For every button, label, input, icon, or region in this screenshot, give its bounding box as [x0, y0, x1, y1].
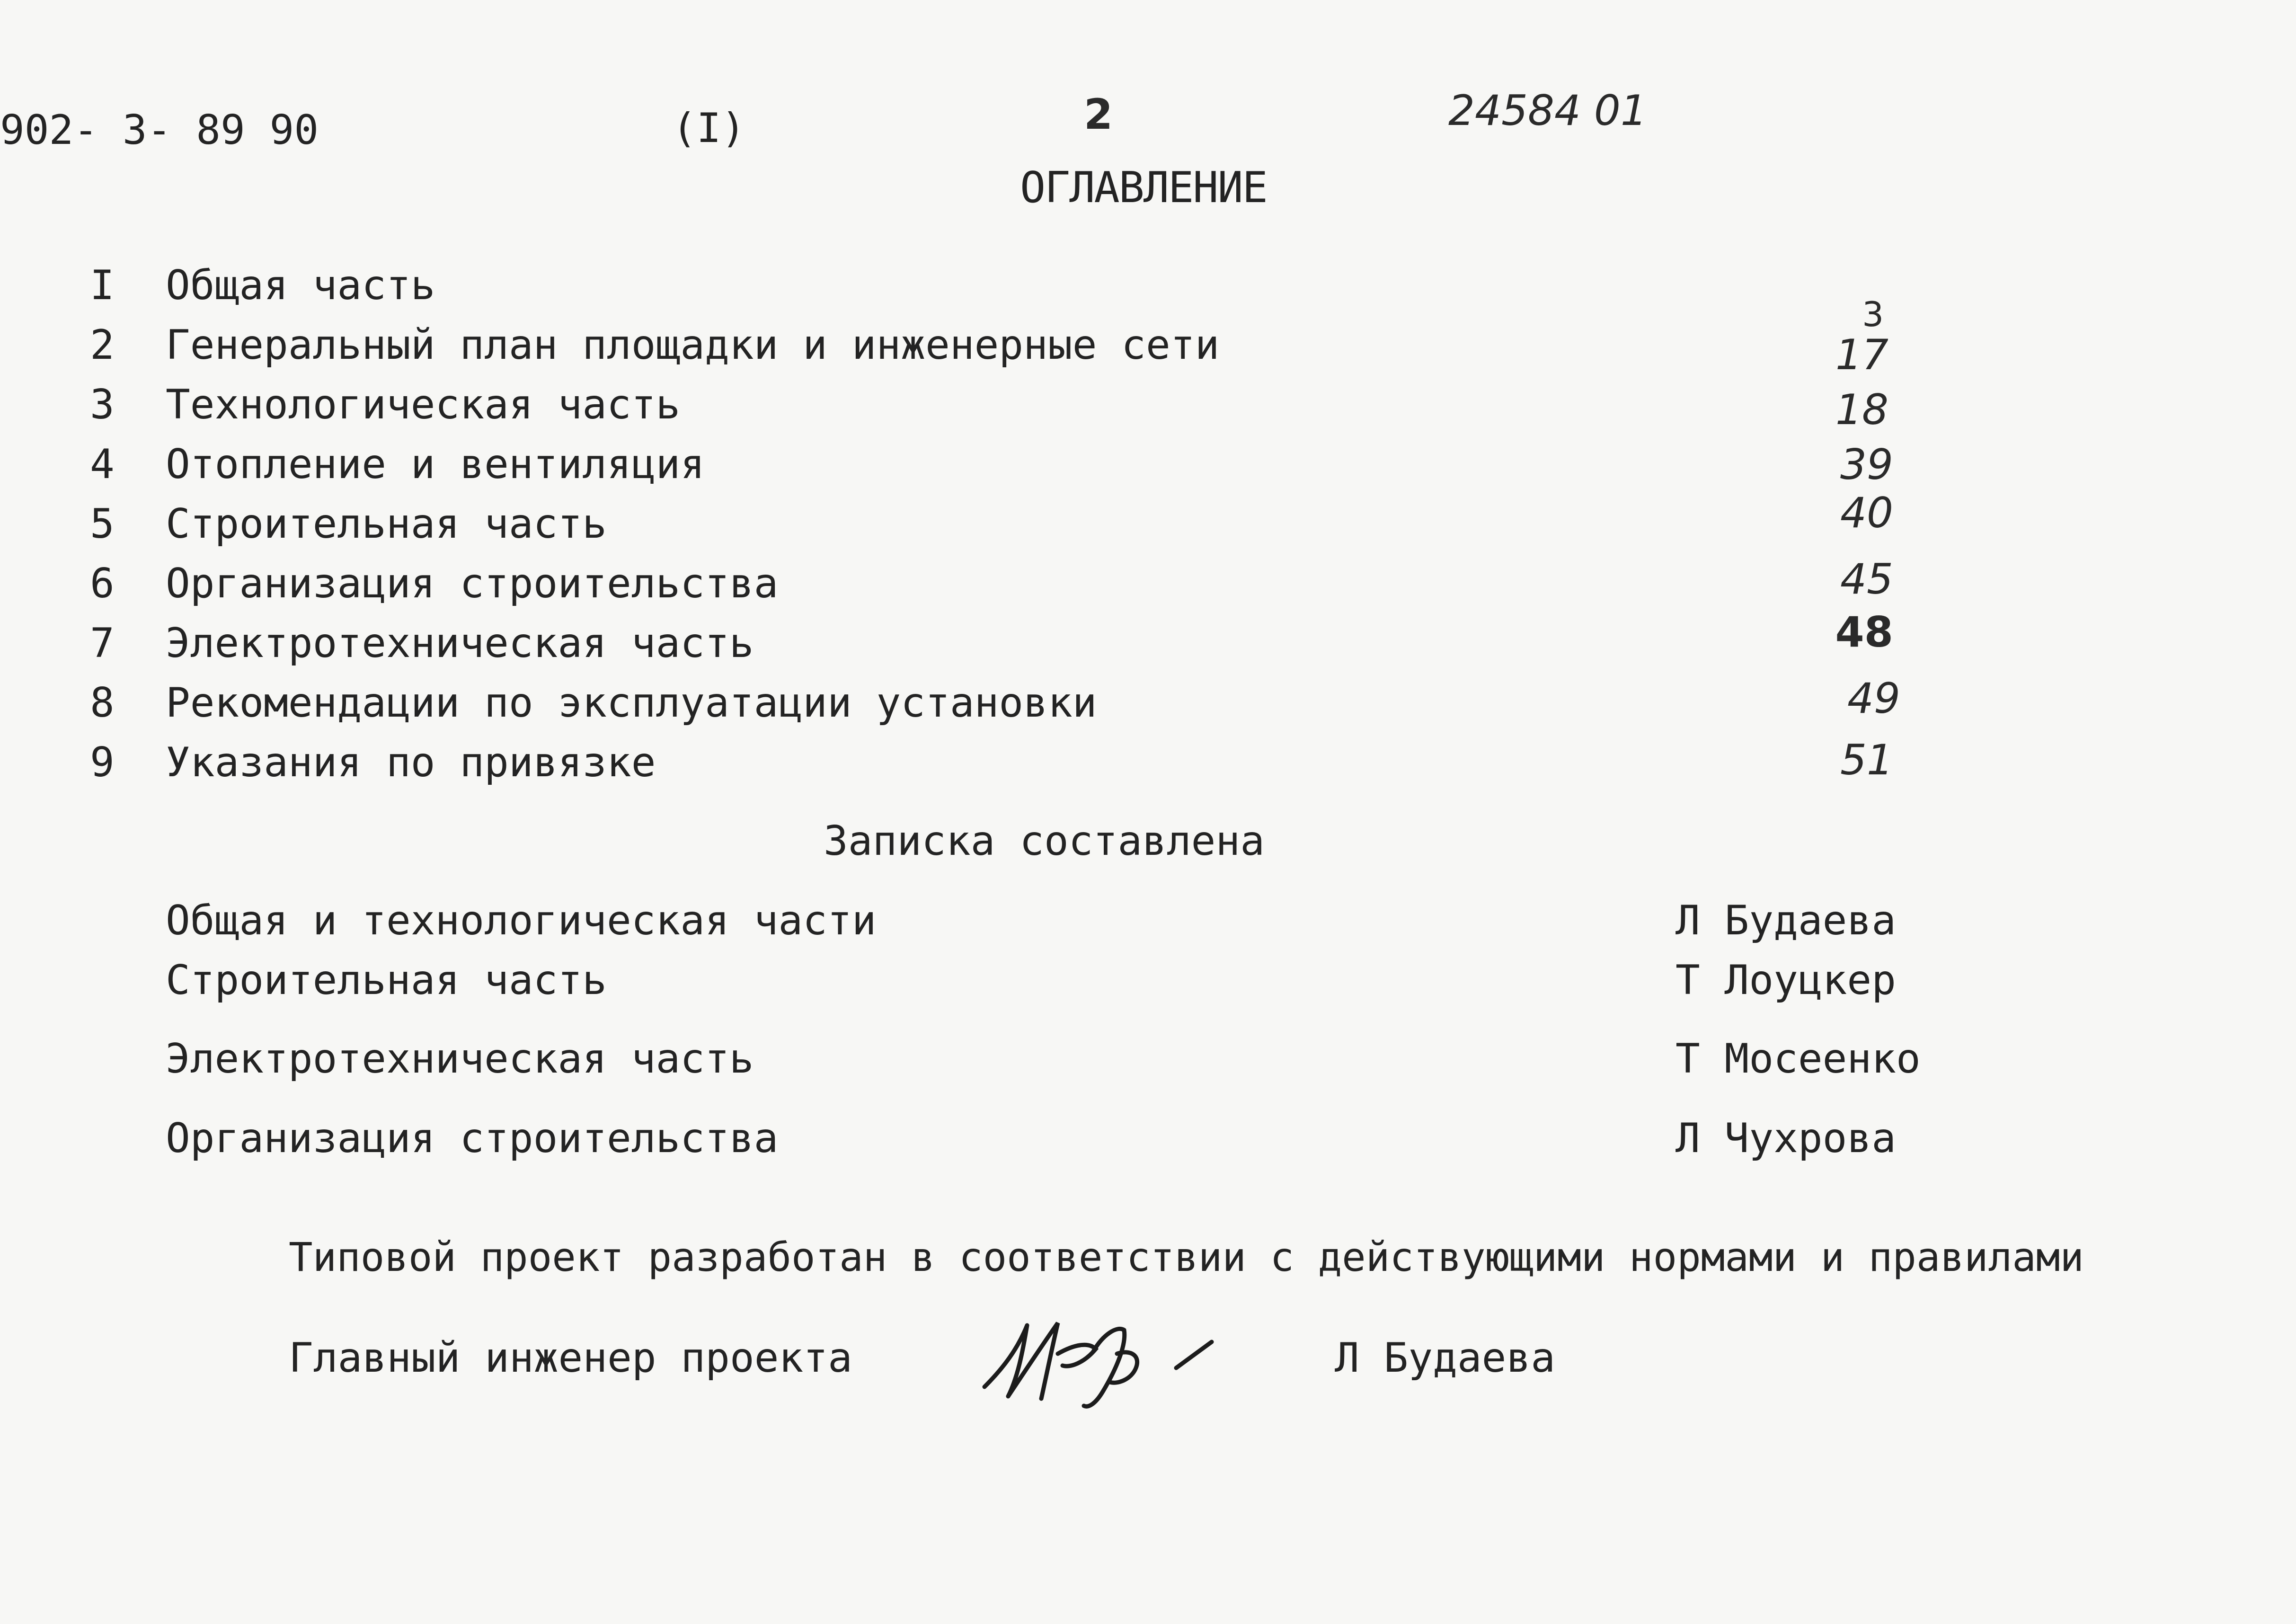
compiled-author: Л Чухрова — [1675, 1115, 1896, 1162]
toc-page: 18 — [1835, 385, 1888, 434]
approval-name: Л Будаева — [1335, 1334, 1555, 1382]
toc-text: Отопление и вентиляция — [166, 441, 705, 488]
toc-text: Общая часть — [166, 262, 435, 309]
toc-page: 45 — [1840, 555, 1893, 603]
toc-text: Технологическая часть — [166, 381, 681, 428]
toc-page: 48 — [1835, 608, 1893, 657]
toc-page: 17 — [1835, 330, 1888, 379]
signature — [975, 1297, 1231, 1415]
page-number: 2 — [1084, 90, 1113, 139]
toc-text: Электротехническая часть — [166, 620, 754, 667]
project-code: 902- 3- 89 90 — [0, 106, 319, 154]
toc-num: I — [90, 262, 115, 309]
compiled-section: Строительная часть — [166, 957, 607, 1004]
toc-text: Организация строительства — [166, 560, 779, 607]
toc-num: 9 — [90, 739, 115, 786]
compiled-section: Общая и технологическая части — [166, 897, 877, 944]
compliance-statement: Типовой проект разработан в соответствии с действующими нормами и правилами — [289, 1234, 2084, 1280]
toc-page: 3 — [1862, 294, 1884, 334]
compiled-author: Т Мосеенко — [1675, 1035, 1921, 1083]
toc-num: 4 — [90, 441, 115, 488]
toc-page: 51 — [1840, 736, 1893, 784]
toc-num: 2 — [90, 321, 115, 369]
toc-text: Строительная часть — [166, 500, 607, 548]
compiled-section: Электротехническая часть — [166, 1035, 754, 1083]
inventory-number: 24584 01 — [1448, 86, 1647, 135]
page-title: ОГЛАВЛЕНИЕ — [1020, 163, 1267, 213]
approval-role: Главный инженер проекта — [289, 1334, 852, 1382]
compiled-heading: Записка составлена — [824, 817, 1265, 865]
toc-num: 8 — [90, 679, 115, 727]
toc-num: 5 — [90, 500, 115, 548]
toc-page: 39 — [1840, 440, 1893, 489]
toc-text: Генеральный план площадки и инженерные сети — [166, 321, 1220, 369]
toc-num: 3 — [90, 381, 115, 428]
compiled-author: Л Будаева — [1675, 897, 1896, 944]
toc-page: 40 — [1840, 488, 1893, 537]
volume-number: (I) — [672, 105, 746, 152]
toc-num: 7 — [90, 620, 115, 667]
compiled-section: Организация строительства — [166, 1115, 779, 1162]
toc-text: Рекомендации по эксплуатации установки — [166, 679, 1097, 727]
toc-num: 6 — [90, 560, 115, 607]
toc-text: Указания по привязке — [166, 739, 656, 786]
compiled-author: Т Лоуцкер — [1675, 957, 1896, 1004]
toc-page: 49 — [1847, 674, 1900, 723]
